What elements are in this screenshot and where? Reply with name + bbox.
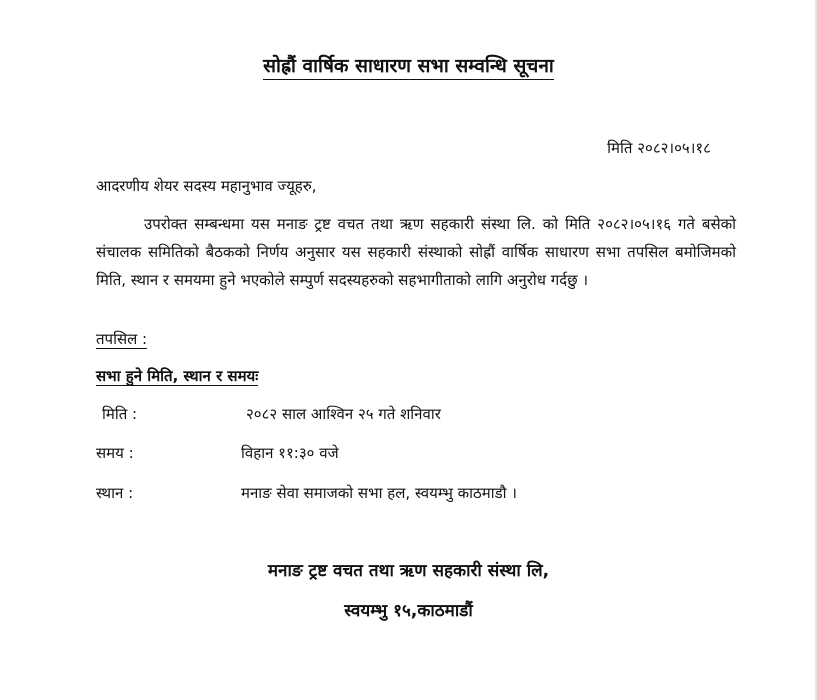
detail-value: २०८२ साल आश्विन २५ गते शनिवार xyxy=(246,405,441,423)
detail-value: विहान ११:३० वजे xyxy=(241,444,339,462)
detail-label: स्थान : xyxy=(96,484,134,502)
signature-org-name: मनाङ ट्रष्ट वचत तथा ऋण सहकारी संस्था लि, xyxy=(267,561,550,581)
notice-title: सोह्रौं वार्षिक साधारण सभा सम्वन्धि सूचना xyxy=(0,52,817,78)
meeting-heading: सभा हुने मिति, स्थान र समयः xyxy=(96,367,259,385)
notice-body: उपरोक्त सम्बन्धमा यस मनाङ ट्रष्ट वचत तथा ऋण सहकारी संस्था लि. को मिति २०८२।०५।१६ गते बसेको संचालक समितिको बैठकको निर्णय अनुसार यस सहकारी संस्थाको सोह्रौं वार्षिक साधारण सभा तपसिल बमोजिमको मिति, स्थान र समयमा हुने भएकोले सम्पुर्ण सदस्यहरुको सहभागीताको लागि अनुरोध गर्दछु । xyxy=(96,215,736,289)
detail-value: मनाङ सेवा समाजको सभा हल, स्वयम्भु काठमाडौ । xyxy=(241,484,517,502)
notice-date: मिति २०८२।०५।१८ xyxy=(607,139,711,157)
details-label: तपसिल : xyxy=(96,330,148,348)
salutation: आदरणीय शेयर सदस्य महानुभाव ज्यूहरु, xyxy=(96,177,317,195)
detail-label: मिति : xyxy=(102,405,138,423)
signature-address: स्वयम्भु १५,काठमाडौं xyxy=(344,601,473,621)
detail-label: समय : xyxy=(96,444,134,462)
